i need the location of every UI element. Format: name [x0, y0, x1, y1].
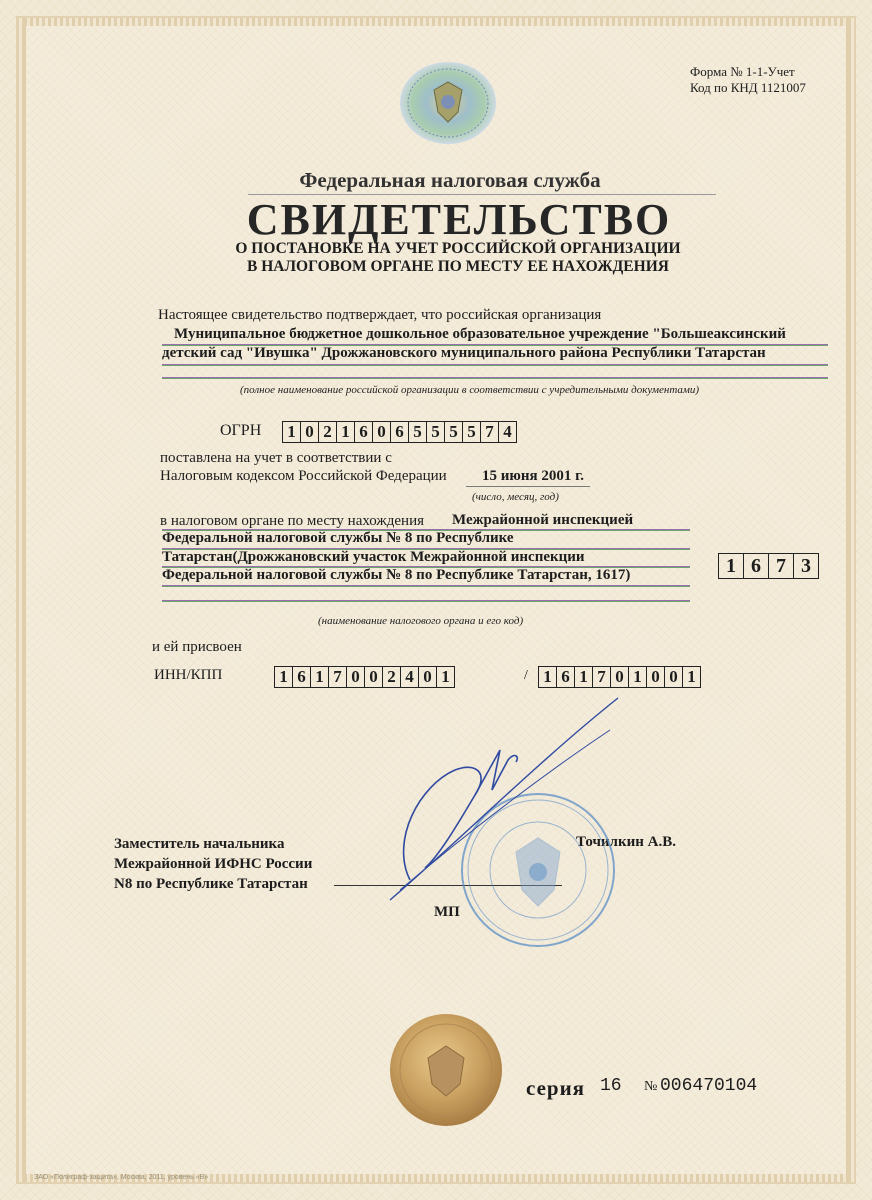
inn-kpp-label: ИНН/КПП	[154, 667, 223, 683]
certificate-number: 006470104	[660, 1076, 758, 1096]
digit-cell: 1	[275, 667, 293, 687]
agency-name: Федеральная налоговая служба	[299, 168, 601, 192]
authority-underline-5	[162, 600, 690, 601]
authority-underline-4	[162, 585, 690, 586]
kpp-value	[538, 666, 701, 688]
intro-text: Настоящее свидетельство подтверждает, что российская организация	[158, 307, 602, 323]
digit-cell: 7	[481, 422, 499, 442]
digit-cell: 1	[311, 667, 329, 687]
page-title: СВИДЕТЕЛЬСТВО	[246, 195, 672, 244]
digit-cell: 7	[329, 667, 347, 687]
digit-cell: 2	[319, 422, 337, 442]
digit-cell: 0	[611, 667, 629, 687]
org-underline-3	[162, 377, 828, 378]
digit-cell: 1	[683, 667, 701, 687]
ogrn-label: ОГРН	[220, 422, 262, 439]
authority-name-line-1: Межрайонной инспекцией	[452, 512, 634, 528]
organization-name-line-1: Муниципальное бюджетное дошкольное образовательное учреждение "Большеаксинский	[174, 326, 786, 342]
tax-code-text: Налоговым кодексом Российской Федерации	[160, 468, 447, 484]
form-code	[690, 64, 806, 96]
position-line-2: Межрайонной ИФНС России	[114, 856, 313, 872]
digit-cell: 0	[419, 667, 437, 687]
date-caption: (число, месяц, год)	[472, 491, 559, 503]
digit-cell: 0	[665, 667, 683, 687]
digit-cell: 7	[769, 554, 794, 578]
registered-text: поставлена на учет в соответствии с	[160, 450, 392, 466]
inn-kpp-separator: /	[524, 668, 528, 683]
subtitle-line-1: О ПОСТАНОВКЕ НА УЧЕТ РОССИЙСКОЙ ОРГАНИЗАЦИИ	[235, 240, 681, 257]
digit-cell: 0	[347, 667, 365, 687]
authority-caption: (наименование налогового органа и его код)	[318, 615, 524, 627]
emblem-hologram-icon	[398, 60, 498, 146]
digit-cell: 6	[391, 422, 409, 442]
digit-cell: 0	[301, 422, 319, 442]
org-underline-2	[162, 364, 828, 365]
date-underline	[466, 486, 590, 487]
digit-cell: 5	[409, 422, 427, 442]
ogrn-value	[282, 421, 517, 443]
digit-cell: 1	[575, 667, 593, 687]
knd-code: Код по КНД 1121007	[690, 80, 806, 95]
digit-cell: 5	[463, 422, 481, 442]
digit-cell: 1	[337, 422, 355, 442]
digit-cell: 1	[283, 422, 301, 442]
digit-cell: 6	[557, 667, 575, 687]
digit-cell: 5	[445, 422, 463, 442]
digit-cell: 0	[373, 422, 391, 442]
series-label: серия	[526, 1076, 586, 1100]
authority-name-line-2: Федеральной налоговой службы № 8 по Республике	[162, 530, 514, 546]
position-line-1: Заместитель начальника	[114, 836, 285, 852]
assigned-text: и ей присвоен	[152, 639, 242, 655]
authority-prefix: в налоговом органе по месту нахождения	[160, 513, 425, 529]
position-line-3: N8 по Республике Татарстан	[114, 876, 308, 892]
digit-cell: 1	[539, 667, 557, 687]
digit-cell: 0	[365, 667, 383, 687]
handwritten-signature-icon	[380, 690, 640, 930]
form-number: Форма № 1-1-Учет	[690, 64, 795, 79]
authority-name-line-3: Татарстан(Дрожжановский участок Межрайонной инспекции	[162, 549, 585, 565]
digit-cell: 2	[383, 667, 401, 687]
digit-cell: 5	[427, 422, 445, 442]
subtitle-line-2: В НАЛОГОВОМ ОРГАНЕ ПО МЕСТУ ЕЕ НАХОЖДЕНИЯ	[247, 258, 669, 275]
digit-cell: 6	[293, 667, 311, 687]
digit-cell: 1	[719, 554, 744, 578]
gold-seal-icon	[388, 1012, 504, 1128]
authority-code	[718, 553, 819, 579]
digit-cell: 6	[355, 422, 373, 442]
signatory-position	[114, 834, 312, 894]
organization-name-line-2: детский сад "Ивушка" Дрожжановского муниципального района Республики Татарстан	[162, 345, 766, 361]
signatory-name: Точилкин А.В.	[576, 834, 676, 850]
digit-cell: 1	[629, 667, 647, 687]
registration-date: 15 июня 2001 г.	[482, 468, 584, 484]
authority-name-line-4: Федеральной налоговой службы № 8 по Республике Татарстан, 1617)	[162, 567, 631, 583]
digit-cell: 3	[794, 554, 819, 578]
inn-value	[274, 666, 455, 688]
organization-caption: (полное наименование российской организации в соответствии с учредительными документами)	[240, 384, 700, 396]
printer-imprint: ЗАО «Полиграф-защита», Москва, 2011, уровень «В»	[34, 1174, 209, 1181]
digit-cell: 6	[744, 554, 769, 578]
digit-cell: 0	[647, 667, 665, 687]
number-sign: №	[644, 1079, 658, 1094]
digit-cell: 1	[437, 667, 455, 687]
series-value: 16	[600, 1076, 622, 1096]
digit-cell: 4	[401, 667, 419, 687]
stamp-place-label: МП	[434, 904, 460, 920]
digit-cell: 4	[499, 422, 517, 442]
digit-cell: 7	[593, 667, 611, 687]
